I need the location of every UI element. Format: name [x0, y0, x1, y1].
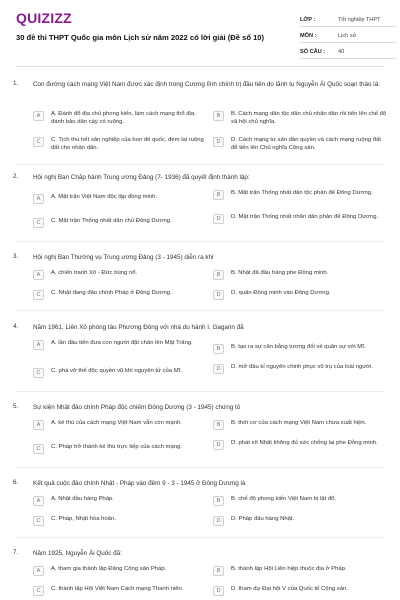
- meta-value: Tốt nghiệp THPT: [338, 17, 381, 23]
- option-text: B. Cách mạng dân tộc dân chủ nhân dân rồi tiến lên chế độ xã hội chủ nghĩa.: [231, 111, 387, 125]
- option-letter-badge: A: [33, 496, 44, 506]
- question-4: [0, 317, 400, 397]
- option-text: A. tham gia thành lập Đảng Cộng sản Pháp.: [51, 566, 167, 572]
- option-letter-badge: B: [213, 344, 224, 354]
- option-letter-badge: B: [213, 496, 224, 506]
- option-letter-badge: D: [213, 440, 224, 450]
- option-c[interactable]: [33, 515, 209, 526]
- option-a[interactable]: [33, 419, 209, 430]
- option-letter-badge: A: [33, 194, 44, 204]
- option-letter-badge: B: [213, 190, 224, 200]
- option-letter-badge: D: [213, 214, 224, 224]
- question-7: [0, 543, 400, 600]
- option-letter-badge: C: [33, 290, 44, 300]
- option-d[interactable]: [213, 136, 389, 152]
- question-text: Năm 1961, Liên Xô phóng tàu Phương Đông với nhà du hành I. Gagarin đã: [33, 324, 244, 331]
- document-title: 30 đề thi THPT Quốc gia môn Lịch sử năm 2022 có lời giải (Đề số 10): [16, 33, 265, 42]
- option-text: B. Mặt trận Thống nhất dân tộc phản đế Đông Dương.: [231, 190, 373, 196]
- option-b[interactable]: [213, 565, 389, 576]
- option-letter-badge: D: [213, 364, 224, 374]
- question-text: Hội nghị Ban Chấp hành Trung ương Đảng (7- 1936) đã quyết định thành lập:: [33, 174, 250, 181]
- option-d[interactable]: [213, 363, 389, 374]
- question-3: [0, 247, 400, 317]
- question-number: 1.: [13, 80, 19, 87]
- option-text: A. Mặt trận Việt Nam độc lập đồng minh.: [51, 194, 157, 200]
- option-letter-badge: D: [213, 586, 224, 596]
- option-c[interactable]: [33, 136, 209, 152]
- option-b[interactable]: [213, 419, 389, 430]
- option-d[interactable]: [213, 289, 389, 300]
- option-letter-badge: C: [33, 137, 44, 147]
- option-text: A. Đánh đổ địa chủ phong kiến, làm cách mạng thổ địa, đánh bảo dân cày có ruộng.: [51, 111, 196, 125]
- option-text: D. tham dự Đại hội V của Quốc tế Cộng sản.: [231, 586, 348, 592]
- question-number: 6.: [13, 479, 19, 486]
- option-text: B. thành lập Hội Liên hiệp thuộc địa ở Pháp.: [231, 566, 347, 572]
- option-letter-badge: C: [33, 218, 44, 228]
- option-a[interactable]: [33, 110, 209, 126]
- question-text: Hội nghị Ban Thường vụ Trung ương Đảng (3 - 1945) diễn ra khi: [33, 254, 214, 261]
- option-a[interactable]: [33, 565, 209, 576]
- option-letter-badge: C: [33, 368, 44, 378]
- question-divider: [16, 164, 384, 165]
- option-letter-badge: D: [213, 516, 224, 526]
- option-letter-badge: D: [213, 290, 224, 300]
- option-b[interactable]: [213, 269, 389, 280]
- meta-row-count: [300, 46, 396, 59]
- document-header: [0, 0, 400, 66]
- question-text: Con đường cách mạng Việt Nam được xác định trong Cương lĩnh chính trị đầu tiên do lãnh tụ Nguyễn Ái Quốc soạn thảo là:: [33, 81, 380, 88]
- option-d[interactable]: [213, 515, 389, 526]
- option-a[interactable]: [33, 193, 209, 204]
- question-5: [0, 397, 400, 473]
- option-letter-badge: C: [33, 516, 44, 526]
- option-letter-badge: B: [213, 111, 224, 121]
- option-letter-badge: B: [213, 420, 224, 430]
- option-text: B. tạo ra sự cân bằng tương đối về quân sự với Mĩ.: [231, 344, 366, 350]
- option-text: A. lần đầu tiên đưa con người đặt chân lên Mặt Trăng.: [51, 340, 193, 346]
- option-letter-badge: C: [33, 586, 44, 596]
- meta-label: LỚP :: [300, 17, 316, 23]
- question-divider: [16, 241, 384, 242]
- meta-row-subject: [300, 30, 396, 43]
- option-text: B. thời cơ của cách mạng Việt Nam chưa xuất hiện.: [231, 420, 367, 426]
- question-divider: [16, 537, 384, 538]
- option-text: D. Pháp đầu hàng Nhật.: [231, 516, 295, 522]
- option-text: D. quân Đồng minh vào Đông Dương.: [231, 290, 331, 296]
- option-c[interactable]: [33, 367, 209, 378]
- option-text: D. phát xít Nhật không đủ sức chống lại phe Đồng minh.: [231, 440, 378, 446]
- quizizz-logo: QUIZIZZ: [16, 10, 72, 26]
- option-letter-badge: B: [213, 270, 224, 280]
- option-c[interactable]: [33, 289, 209, 300]
- option-d[interactable]: [213, 585, 389, 596]
- option-a[interactable]: [33, 495, 209, 506]
- option-b[interactable]: [213, 110, 389, 126]
- option-text: C. Pháp, Nhật hòa hoãn.: [51, 516, 116, 522]
- option-d[interactable]: [213, 439, 389, 450]
- option-text: C. Mặt trận Thống nhất dân chủ Đông Dương.: [51, 218, 172, 224]
- option-letter-badge: A: [33, 566, 44, 576]
- meta-value: Lịch sử: [338, 33, 357, 39]
- option-text: D. mở đầu kỉ nguyên chinh phục vũ trụ của loài người.: [231, 364, 373, 370]
- option-d[interactable]: [213, 213, 389, 224]
- option-c[interactable]: [33, 443, 209, 454]
- option-a[interactable]: [33, 269, 209, 280]
- question-text: Năm 1925, Nguyễn Ái Quốc đã:: [33, 550, 122, 557]
- option-c[interactable]: [33, 585, 209, 596]
- option-text: C. Nhật đang đảo chính Pháp ở Đông Dương.: [51, 290, 172, 296]
- option-a[interactable]: [33, 339, 209, 350]
- option-b[interactable]: [213, 495, 389, 506]
- option-text: A. Nhật đầu hàng Pháp.: [51, 496, 114, 502]
- question-number: 5.: [13, 403, 19, 410]
- option-text: C. phá vỡ thế độc quyền vũ khí nguyên tử của Mĩ.: [51, 368, 182, 374]
- question-divider: [16, 467, 384, 468]
- option-letter-badge: B: [213, 566, 224, 576]
- question-6: [0, 473, 400, 543]
- option-letter-badge: C: [33, 444, 44, 454]
- option-text: D. Cách mạng tư sản dân quyền và cách mạng ruộng đất để tiến lên Chủ nghĩa Cộng sản.: [231, 137, 381, 151]
- option-letter-badge: D: [213, 137, 224, 147]
- question-divider: [16, 310, 384, 311]
- option-text: A. chiến tranh Xô - Đức bùng nổ.: [51, 270, 138, 276]
- meta-label: MÔN :: [300, 33, 317, 39]
- option-b[interactable]: [213, 343, 389, 354]
- option-c[interactable]: [33, 217, 209, 228]
- option-letter-badge: A: [33, 340, 44, 350]
- meta-panel: [300, 14, 396, 62]
- meta-row-grade: [300, 14, 396, 27]
- option-text: C. Pháp trở thành kẻ thù trực tiếp của cách mạng.: [51, 444, 182, 450]
- question-number: 4.: [13, 323, 19, 330]
- question-divider: [16, 391, 384, 392]
- option-text: B. Nhật đã đầu hàng phe Đồng minh.: [231, 270, 329, 276]
- question-list: [0, 74, 400, 600]
- meta-label: SỐ CÂU :: [300, 49, 326, 55]
- header-divider: [16, 66, 384, 67]
- question-text: Sự kiện Nhật đảo chính Pháp độc chiếm Đông Dương (3 - 1945) chứng tỏ: [33, 404, 241, 411]
- question-number: 7.: [13, 549, 19, 556]
- option-text: C. Tịch thu hết sản nghiệp của bọn đế quốc, đem lại ruộng đất cho nhân dân.: [51, 137, 204, 151]
- option-text: B. chế độ phong kiến Việt Nam bị lật đổ.: [231, 496, 337, 502]
- meta-value: 40: [338, 49, 345, 55]
- question-text: Kết quả cuộc đảo chính Nhật - Pháp vào đêm 9 - 3 - 1945 ở Đông Dương là: [33, 480, 246, 487]
- option-letter-badge: A: [33, 111, 44, 121]
- option-text: D. Mặt trận Thống nhất nhân dân phản đế Đông Dương.: [231, 214, 379, 220]
- question-1: [0, 74, 400, 167]
- option-letter-badge: A: [33, 270, 44, 280]
- option-letter-badge: A: [33, 420, 44, 430]
- question-number: 3.: [13, 253, 19, 260]
- option-b[interactable]: [213, 189, 389, 200]
- question-number: 2.: [13, 173, 19, 180]
- question-2: [0, 167, 400, 247]
- option-text: C. thành lập Hội Việt Nam Cách mạng Thanh niên.: [51, 586, 184, 592]
- option-text: A. kẻ thù của cách mạng Việt Nam vẫn còn mạnh.: [51, 420, 182, 426]
